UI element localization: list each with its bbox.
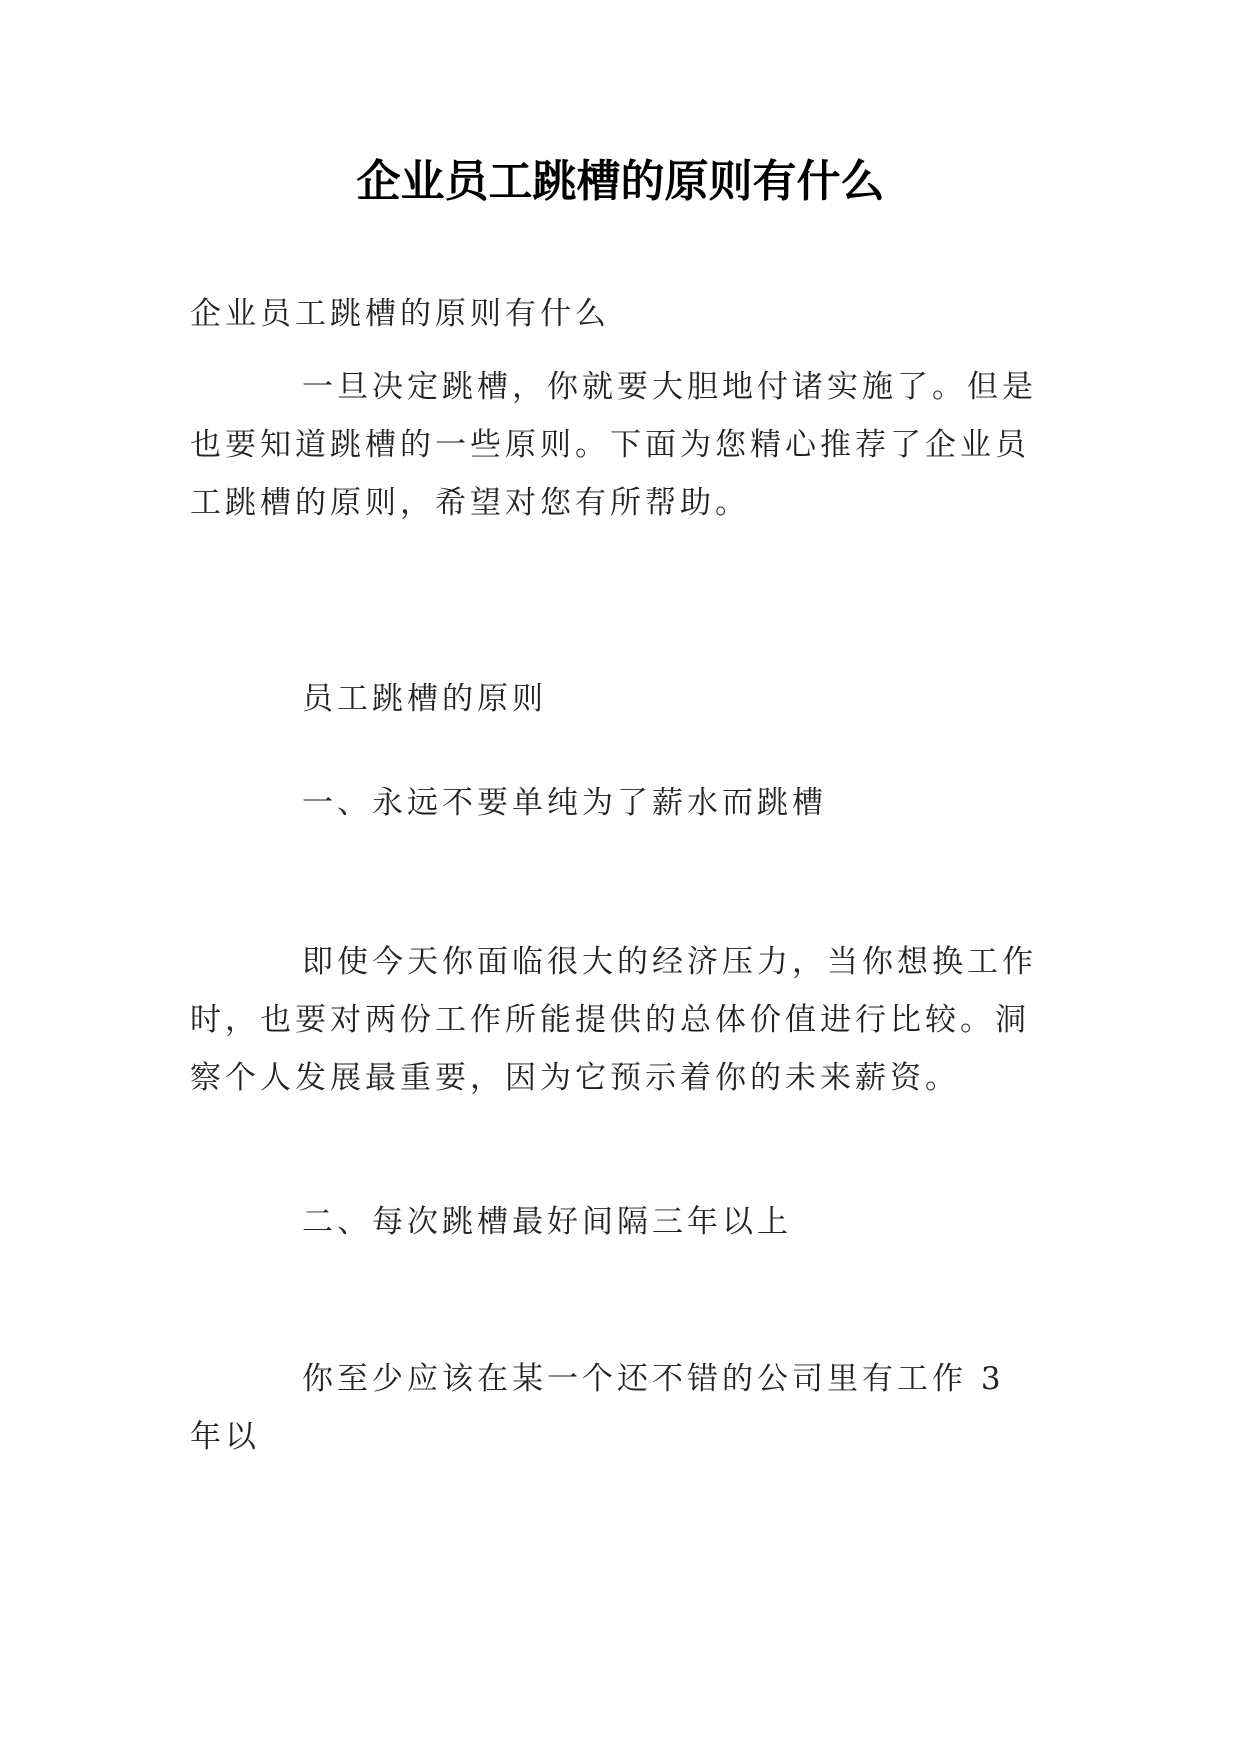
point2-heading: 二、每次跳槽最好间隔三年以上	[302, 1204, 792, 1240]
document-subtitle: 企业员工跳槽的原则有什么	[190, 296, 610, 332]
document-title: 企业员工跳槽的原则有什么	[356, 156, 885, 207]
section-heading: 员工跳槽的原则	[302, 681, 547, 717]
point1-heading: 一、永远不要单纯为了薪水而跳槽	[302, 785, 827, 821]
intro-paragraph: 一旦决定跳槽，你就要大胆地付诸实施了。但是也要知道跳槽的一些原则。下面为您精心推荐了企业员工跳槽的原则，希望对您有所帮助。	[190, 369, 1037, 521]
point1-body: 即使今天你面临很大的经济压力，当你想换工作时，也要对两份工作所能提供的总体价值进行比较。洞察个人发展最重要，因为它预示着你的未来薪资。	[190, 944, 1037, 1096]
point2-body: 你至少应该在某一个还不错的公司里有工作 3 年以	[190, 1361, 1005, 1455]
